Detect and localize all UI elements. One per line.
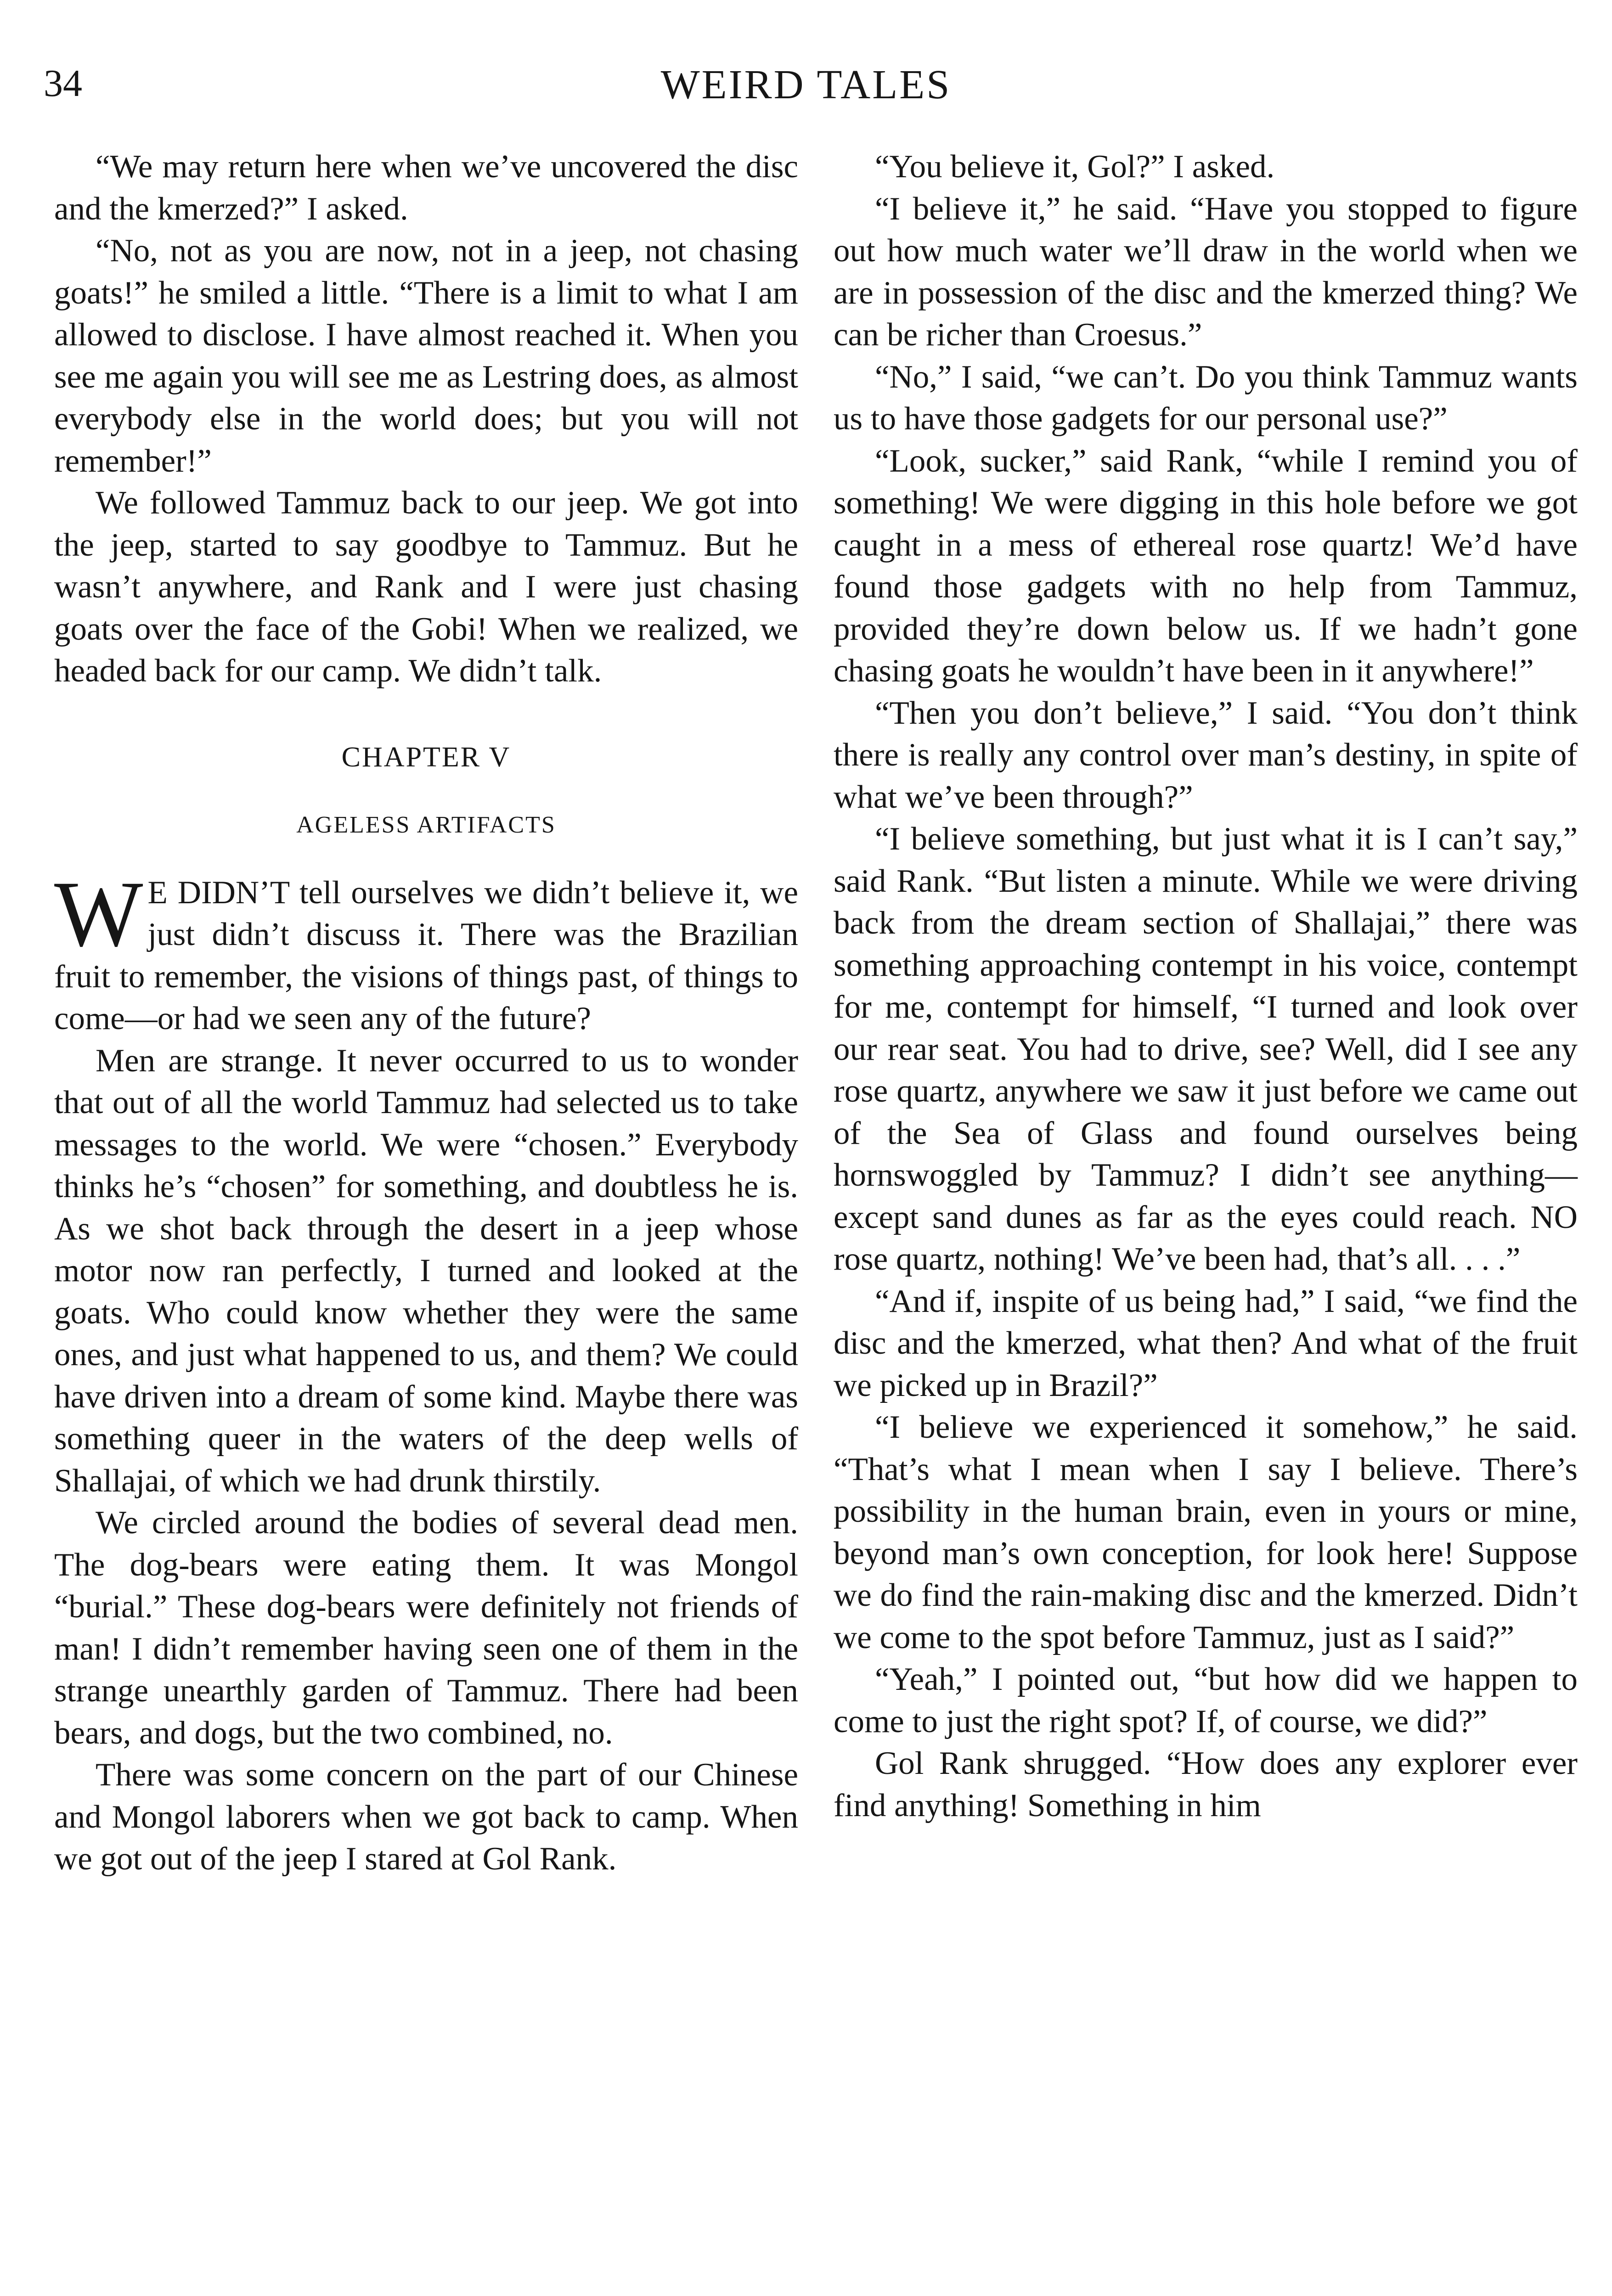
paragraph: “Then you don’t believe,” I said. “You don’t think there is really any control over man’s destiny, in spite of what we’ve been through?” [834, 695, 1578, 815]
opening-paragraph-text: E DIDN’T tell ourselves we didn’t believe it, we just didn’t discuss it. There was the Brazilian fruit to remember, the visions of things past, of things to come—or had we seen any of the future? [54, 874, 798, 1036]
paragraph: We followed Tammuz back to our jeep. We got into the jeep, started to say goodbye to Tammuz. But he wasn’t anywhere, and Rank and I were just chasing goats over the face of the Gobi! When we realized, we headed back for our camp. We didn’t talk. [54, 485, 798, 689]
paragraph: Gol Rank shrugged. “How does any explorer ever find anything! Something in him [834, 1745, 1578, 1823]
paragraph: “You believe it, Gol?” I asked. [875, 149, 1275, 185]
paragraph: “I believe something, but just what it is I can’t say,” said Rank. “But listen a minute. While we were driving back from the dream section of Shallajai,” there was something approaching contempt in his voice, contempt for me, contempt for himself, “I turned and look over our rear seat. You had to drive, see? Well, did I see any rose quartz, anywhere we saw it just before we came out of the Sea of Glass and found ourselves being hornswoggled by Tammuz? I didn’t see anything—except sand dunes as far as the eyes could reach. NO rose quartz, nothing! We’ve been had, that’s all. . . .” [834, 821, 1578, 1277]
paragraph: There was some concern on the part of our Chinese and Mongol laborers when we got back to camp. When we got out of the jeep I stared at Gol Rank. [54, 1757, 798, 1877]
paragraph: “And if, inspite of us being had,” I said, “we find the disc and the kmerzed, what then? And what of the fruit we picked up in Brazil?” [834, 1283, 1578, 1403]
paragraph: “I believe we experienced it somehow,” he said. “That’s what I mean when I say I believe. There’s possibility in the human brain, even in yours or mine, beyond man’s own conception, for look here! Suppose we do find the rain-making disc and the kmerzed. Didn’t we come to the spot before Tammuz, just as I said?” [834, 1409, 1578, 1655]
paragraph: “No,” I said, “we can’t. Do you think Tammuz wants us to have those gadgets for our personal use?” [834, 359, 1578, 437]
paragraph: “I believe it,” he said. “Have you stopped to figure out how much water we’ll draw in the world when we are in possession of the disc and the kmerzed thing? We can be richer than Croesus.” [834, 191, 1578, 353]
paragraph: “Look, sucker,” said Rank, “while I remind you of something! We were digging in this hole before we got caught in a mess of ethereal rose quartz! We’d have found those gadgets with no help from Tammuz, provided they’re down below us. If we hadn’t gone chasing goats he wouldn’t have been in it anywhere!” [834, 443, 1578, 689]
paragraph: Men are strange. It never occurred to us to wonder that out of all the world Tammuz had selected us to take messages to the world. We were “chosen.” Everybody thinks he’s “chosen” for something, and doubtless he is. As we shot back through the desert in a jeep whose motor now ran perfectly, I turned and looked at the goats. Who could know whether they were the same ones, and just what happened to us, and them? We could have driven into a dream of some kind. Maybe there was something queer in the waters of the deep wells of Shallajai, of which we had drunk thirstily. [54, 1042, 798, 1499]
paragraph: “Yeah,” I pointed out, “but how did we happen to come to just the right spot? If, of course, we did?” [834, 1661, 1578, 1739]
drop-cap: W [54, 861, 143, 966]
paragraph: “No, not as you are now, not in a jeep, not chasing goats!” he smiled a little. “There is a limit to what I am allowed to disclose. I have almost reached it. When you see me again you will see me as Lestring does, as almost everybody else in the world does; but you will not remember!” [54, 233, 798, 479]
chapter-subtitle: AGELESS ARTIFACTS [296, 812, 556, 838]
running-head: WEIRD TALES [660, 62, 952, 107]
chapter-title: CHAPTER V [341, 741, 511, 773]
paragraph: “We may return here when we’ve uncovered the disc and the kmerzed?” I asked. [54, 149, 798, 227]
opening-paragraph [54, 861, 798, 1040]
page-number: 34 [44, 62, 82, 105]
right-column [834, 146, 1578, 1827]
left-column [54, 146, 798, 1880]
paragraph: We circled around the bodies of several dead men. The dog-bears were eating them. It was Mongol “burial.” These dog-bears were definitely not friends of man! I didn’t remember having seen one of them in the strange unearthly garden of Tammuz. There had been bears, and dogs, but the two combined, no. [54, 1505, 798, 1751]
